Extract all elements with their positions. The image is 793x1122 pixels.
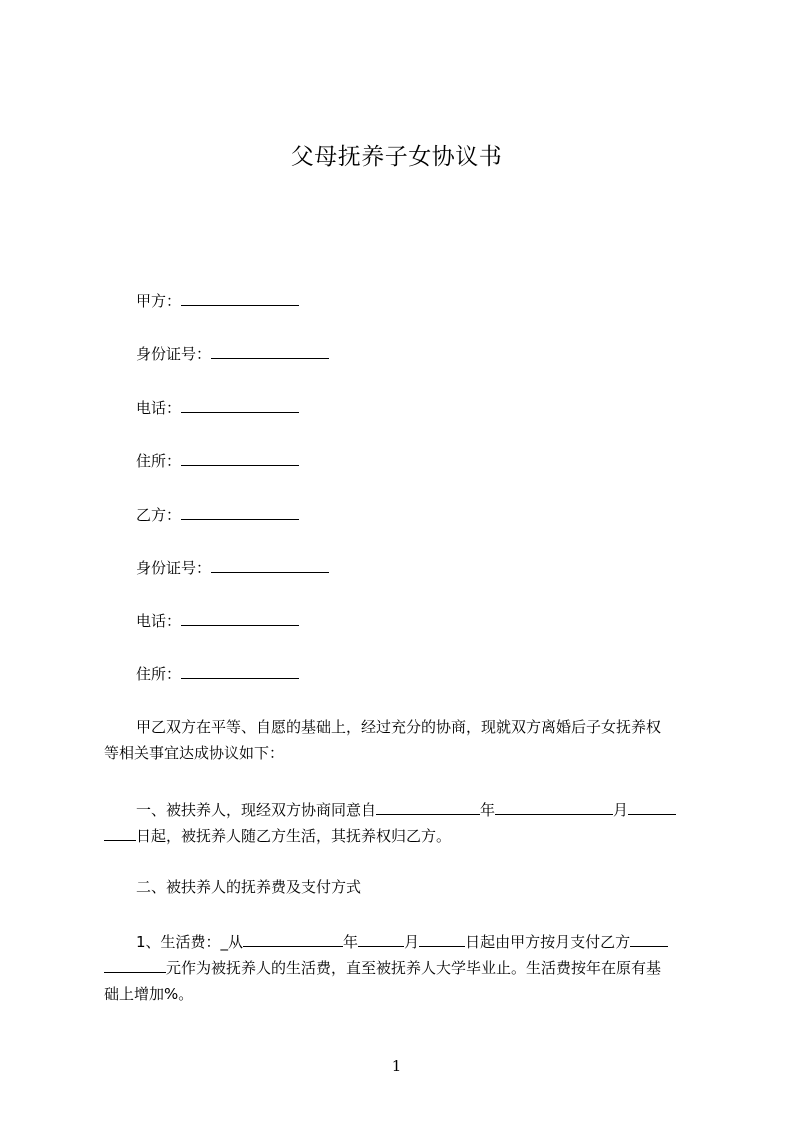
clause-1-line-1: [104, 797, 704, 823]
clause-2-1-prefix: 1、生活费：_从: [136, 933, 244, 951]
party-a-name-field: [136, 291, 299, 311]
party-a-address-label: 住所：: [136, 452, 182, 470]
party-a-name-blank[interactable]: [181, 291, 299, 306]
document-title: 父母抚养子女协议书: [290, 144, 503, 170]
clause-2-1-line-2: [104, 955, 704, 981]
clause-2-1-paragraph: [104, 929, 704, 1007]
preamble-line-2: 等相关事宜达成协议如下：: [104, 744, 285, 762]
preamble-paragraph: [104, 714, 704, 766]
clause-1-prefix: 一、被扶养人，现经双方协商同意自: [136, 801, 377, 819]
clause-1-rest: 日起，被抚养人随乙方生活，其抚养权归乙方。: [136, 827, 452, 845]
party-b-phone-label: 电话：: [136, 612, 182, 630]
clause-2-1-line-1: [104, 929, 704, 955]
clause-2-1-line-3: 础上增加%。: [104, 985, 194, 1003]
party-b-name-field: [136, 505, 299, 525]
party-a-id-field: [136, 344, 329, 364]
clause-1-month-blank[interactable]: [495, 799, 613, 815]
page-number: 1: [391, 1057, 402, 1075]
party-b-id-label: 身份证号：: [136, 559, 212, 577]
party-a-phone-blank[interactable]: [181, 398, 299, 413]
party-a-address-blank[interactable]: [181, 451, 299, 466]
clause-1-paragraph: [104, 797, 704, 849]
party-b-address-label: 住所：: [136, 665, 182, 683]
preamble-line-1: 甲乙双方在平等、自愿的基础上，经过充分的协商，现就双方离婚后子女抚养权: [136, 718, 662, 736]
party-a-phone-field: [136, 398, 299, 418]
party-a-address-field: [136, 451, 299, 471]
party-b-id-field: [136, 558, 329, 578]
party-a-id-label: 身份证号：: [136, 345, 212, 363]
party-a-name-label: 甲方：: [136, 292, 182, 310]
party-a-phone-label: 电话：: [136, 399, 182, 417]
clause-1-year-label: 年: [480, 801, 496, 819]
clause-2-1-amount-blank-continued[interactable]: [104, 957, 166, 973]
clause-2-1-rest: 元作为被抚养人的生活费，直至被抚养人大学毕业止。生活费按年在原有基: [166, 959, 662, 977]
party-b-phone-blank[interactable]: [181, 611, 299, 626]
clause-2-1-mid: 日起由甲方按月支付乙方: [465, 933, 631, 951]
clause-1-year-blank[interactable]: [376, 799, 480, 815]
clause-2-1-amount-blank[interactable]: [630, 931, 668, 947]
clause-2-1-day-blank[interactable]: [419, 931, 465, 947]
clause-1-month-label: 月: [613, 801, 629, 819]
clause-2-1-month-label: 月: [404, 933, 420, 951]
clause-1-day-blank-continued[interactable]: [104, 825, 136, 841]
section-2-heading: 二、被扶养人的抚养费及支付方式: [136, 878, 362, 896]
clause-2-1-month-blank[interactable]: [358, 931, 404, 947]
party-b-id-blank[interactable]: [211, 558, 329, 573]
clause-1-day-blank[interactable]: [628, 799, 676, 815]
party-b-phone-field: [136, 611, 299, 631]
clause-1-line-2: [104, 823, 704, 849]
party-b-address-field: [136, 664, 299, 684]
party-b-name-blank[interactable]: [181, 505, 299, 520]
clause-2-1-year-blank[interactable]: [243, 931, 343, 947]
clause-2-1-year-label: 年: [343, 933, 359, 951]
party-b-name-label: 乙方：: [136, 506, 182, 524]
party-a-id-blank[interactable]: [211, 344, 329, 359]
party-b-address-blank[interactable]: [181, 664, 299, 679]
